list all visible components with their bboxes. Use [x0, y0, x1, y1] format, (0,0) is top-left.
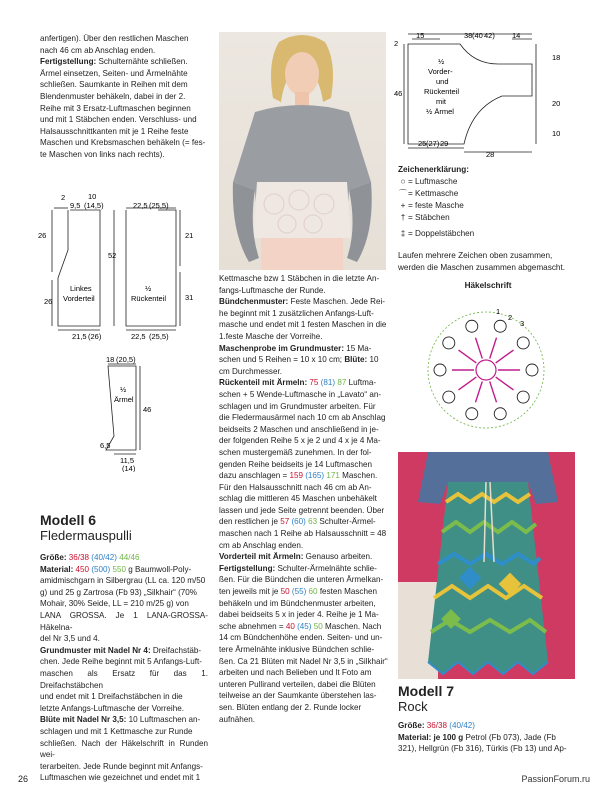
- text-line: Maschen. Nach: [325, 621, 382, 631]
- label-text: ½: [145, 284, 152, 293]
- dim-text: (14): [122, 464, 136, 472]
- text-line: g Baumwoll-Poly-: [128, 564, 192, 574]
- label-fertigstellung: Fertigstellung:: [40, 57, 97, 67]
- sleeve-schematic: [90, 352, 200, 472]
- legend-label: = Doppelstäbchen: [408, 229, 475, 238]
- text-line: letzte Anfangs-Luftmasche der Vorreihe.: [40, 703, 184, 713]
- page-number: 26: [18, 774, 29, 784]
- dim-text: 18: [106, 355, 115, 364]
- text-line: Kettmasche bzw 1 Stäbchen in die letzte An-: [219, 274, 380, 283]
- text-line: Halsausschnittkanten mit je 1 Reihe feste: [40, 126, 189, 136]
- text-line: he beginnt mit 1 zusätzlichen Anfangs-Luft-: [219, 308, 374, 318]
- chart-stitch-mark: [490, 381, 497, 402]
- legend: [398, 164, 578, 292]
- text-line: fangs-Luftmasche der Runde.: [219, 285, 326, 295]
- dim-text: 42): [484, 31, 495, 40]
- dim-text: (26): [88, 332, 102, 341]
- dim-text: 15: [416, 31, 425, 40]
- count-value: 159: [289, 471, 303, 481]
- legend-item: [398, 228, 578, 240]
- count-value: 171: [326, 471, 340, 481]
- watermark: PassionForum.ru: [521, 774, 590, 784]
- text-line: die Fledermausärmel nach 10 cm ab Anschlag: [219, 413, 386, 423]
- text-line: der folgenden Reihe 5 x je 2 und 4 x je 4 Ma-: [219, 436, 381, 446]
- text-line: tere Ärmelnähte inklusive Bündchen schlie-: [219, 645, 375, 654]
- haekelschrift-title: Häkelschrift: [464, 281, 512, 290]
- text-line: schen + 5 Wende-Luftmasche in „Lavato“ an-: [219, 389, 382, 399]
- model7-title: Modell 7: [398, 683, 455, 699]
- count-value: 40: [285, 621, 295, 631]
- text-line: cm ab Anschlag enden.: [219, 540, 304, 550]
- text-line: beidseits 2 Maschen und anschließend in je-: [219, 424, 379, 434]
- text-line: sche abnehmen =: [219, 621, 286, 631]
- chart-stitch-mark: [475, 338, 482, 359]
- legend-item: [398, 188, 578, 200]
- text-line: Petrol (Fb 073), Jade (Fb: [463, 732, 556, 742]
- label-groesse: Größe:: [40, 553, 67, 562]
- text-line: LANA GROSSA. Je 1 LANA-GROSSA-Häkelna-: [40, 610, 208, 632]
- text-line: Schulter-Ärmel-: [319, 517, 376, 527]
- text-line: Dreifachstäb-: [150, 645, 202, 655]
- chart-stitch-mark: [496, 350, 514, 363]
- text-line: behäkeln und im Bündchenmuster arbeiten,: [219, 598, 376, 608]
- label-bluete-inline: Blüte:: [344, 355, 368, 365]
- count-value: 87: [337, 378, 347, 388]
- amount-value: je 100 g: [433, 732, 464, 742]
- chart-stitch-mark: [526, 364, 538, 376]
- model6-subtitle: Fledermauspulli: [40, 528, 132, 543]
- dim-text: (25,5): [149, 332, 169, 341]
- dim-text: 26: [38, 231, 47, 240]
- size-value: (40/42): [91, 553, 117, 562]
- text-line: den restlichen je: [219, 517, 281, 527]
- text-line: Genauso arbeiten.: [303, 552, 373, 562]
- dim-text: (27): [426, 139, 440, 148]
- text-line: schlagen und mit 1 Kettmasche zur Runde: [40, 726, 193, 736]
- text-line: Feste Maschen. Jede Rei-: [288, 297, 385, 307]
- text-line: nach 46 cm ab Anschlag enden.: [40, 45, 156, 55]
- model7-subtitle: Rock: [398, 699, 428, 714]
- dim-text: 18: [552, 53, 561, 62]
- text-line: Schulternähte schließen.: [96, 57, 188, 67]
- chart-stitch-mark: [490, 338, 497, 359]
- text-line: masche und endet mit 1 festen Maschen in die: [219, 320, 387, 330]
- text-line: lassen und jede Seite getrennt beenden. Über: [219, 505, 385, 515]
- legend-label: = Luftmasche: [408, 177, 458, 186]
- dim-text: 10: [88, 192, 97, 201]
- chart-label: 3: [520, 319, 525, 328]
- amount-value: 550: [112, 564, 126, 574]
- count-value: 75: [309, 378, 319, 388]
- dim-text: (40: [472, 31, 483, 40]
- chart-stitch-mark: [443, 337, 455, 349]
- legend-label: = Stäbchen: [408, 213, 450, 222]
- text-line: 321), Hellgrün (Fb 316), Türkis (Fb 13) und Ap-: [398, 744, 567, 754]
- label-text: Linkes: [70, 284, 92, 293]
- dim-text: 21: [185, 231, 194, 240]
- text-line: Blendenmuster behäkeln, dabei in der 2.: [40, 91, 186, 101]
- dim-text: 31: [185, 293, 194, 302]
- dim-text: 22,5: [131, 332, 146, 341]
- dim-text: 22,5: [133, 201, 148, 210]
- photo-fledermauspulli: [219, 32, 386, 270]
- text-line: dazu anschlagen =: [219, 471, 290, 481]
- slip-stitch-icon: ⌒: [398, 189, 408, 198]
- label-fertigstellung-2: Fertigstellung:: [219, 563, 276, 573]
- left-intro-text: [40, 33, 208, 161]
- count-value: 60: [308, 587, 318, 597]
- dim-text: 29: [440, 139, 449, 148]
- text-line: ten jeweils mit je: [219, 587, 281, 597]
- text-line: festen Maschen: [319, 587, 377, 597]
- label-text: Vorder-: [428, 67, 453, 76]
- count-value: (55): [291, 587, 307, 597]
- double-crochet-icon: †: [400, 213, 406, 222]
- text-line: 15 Ma-: [344, 343, 372, 353]
- dim-text: 46: [394, 89, 403, 98]
- dim-text: 46: [143, 405, 152, 414]
- dim-text: 38: [464, 31, 473, 40]
- treble-crochet-icon: ‡: [400, 229, 406, 238]
- middle-text: [219, 273, 389, 725]
- text-line: genden Reihe beidseits je 14 Luftmaschen: [219, 459, 372, 469]
- label-material: Material:: [40, 564, 74, 574]
- size-value: (40/42): [449, 721, 475, 730]
- text-line: amidmischgarn in Silbergrau (LL ca. 120 m/50: [40, 576, 206, 586]
- model7-text: [398, 720, 576, 755]
- size-value: 36/38: [68, 553, 90, 562]
- text-line: Für den Halsausschnitt nach 46 cm ab An-: [219, 482, 372, 492]
- dim-text: 20: [552, 99, 561, 108]
- dim-text: 21,5: [72, 332, 87, 341]
- text-line: unteren Pullirand verteilen, dabei die Blüten: [219, 679, 376, 689]
- label-buendchen: Bündchenmuster:: [219, 297, 289, 307]
- text-line: chen. Jede Reihe beginnt mit 5 Anfangs-Luft-: [40, 657, 202, 667]
- chart-stitch-mark: [458, 377, 476, 390]
- single-crochet-icon: +: [400, 201, 406, 210]
- dim-text: 26: [44, 297, 53, 306]
- text-line: maschen nach 1 Reihe ab Halsausschnitt = 48: [219, 529, 387, 539]
- label-text: Ärmel: [114, 395, 134, 404]
- chart-stitch-mark: [496, 377, 514, 390]
- label-vorderteil: Vorderteil mit Ärmeln:: [219, 552, 304, 562]
- count-value: (165): [305, 471, 325, 481]
- label-text: ½ Ärmel: [426, 107, 454, 116]
- amount-value: 450: [75, 564, 90, 574]
- dim-text: 9,5: [70, 201, 81, 210]
- legend-note: werden die Maschen zusammen abgemascht.: [398, 263, 566, 272]
- label-text: Vorderteil: [63, 294, 95, 303]
- text-line: te Maschen von links nach rechts).: [40, 149, 165, 159]
- chart-stitch-mark: [494, 320, 506, 332]
- dim-text: (25,5): [149, 201, 169, 210]
- chart-stitch-mark: [466, 320, 478, 332]
- bodice-schematic: [394, 30, 574, 158]
- text-line: schlag die mittleren 45 Maschen unbehäkelt: [219, 494, 377, 504]
- dim-text: 52: [108, 251, 117, 260]
- text-line: arbeiten und nach Belieben und lt Foto am: [219, 668, 372, 678]
- text-line: aufnähen.: [219, 714, 256, 724]
- label-text: ½: [120, 385, 127, 394]
- dim-text: 10: [552, 129, 561, 138]
- chart-stitch-mark: [434, 364, 446, 376]
- text-line: Reihe mit 3 Ersatz-Luftmaschen beginnen: [40, 103, 191, 113]
- label-material-7: Material:: [398, 732, 432, 742]
- chart-stitch-mark: [475, 381, 482, 402]
- text-line: terarbeiten. Jede Runde beginnt mit Anfangs-: [40, 761, 203, 771]
- text-line: dabei beidseits 5 x in jeder 4. Reihe je 1 Ma-: [219, 610, 379, 620]
- chart-stitch-mark: [443, 391, 455, 403]
- text-line: sen. Blüten entlang der 2. Runde locker: [219, 702, 362, 712]
- text-line: schen und 5 Reihen = 10 x 10 cm;: [219, 355, 345, 365]
- text-line: Maschen.: [342, 471, 378, 481]
- count-value: 50: [313, 621, 323, 631]
- label-bluete: Blüte mit Nadel Nr 3,5:: [40, 715, 127, 725]
- text-line: teilweise an der Saumkante überstehen las-: [219, 691, 377, 701]
- model6-title: Modell 6: [40, 512, 97, 528]
- text-line: 14 cm Bündchenhöhe enden. Seiten- und un-: [219, 633, 383, 643]
- text-line: cm Durchmesser.: [219, 366, 282, 376]
- count-value: (45): [297, 621, 312, 631]
- dim-text: 11,5: [120, 456, 135, 465]
- legend-label: = feste Masche: [408, 201, 464, 210]
- size-value: 36/38: [426, 721, 448, 730]
- text-line: und endet mit 1 Dreifachstäbchen in die: [40, 692, 183, 702]
- legend-note: Laufen mehrere Zeichen oben zusammen,: [398, 251, 553, 260]
- count-value: 57: [280, 517, 290, 527]
- dim-text: 28: [486, 150, 495, 158]
- legend-item: [398, 200, 578, 212]
- text-line: Luftma-: [348, 378, 377, 388]
- text-line: Schulter-Ärmelnähte schlie-: [275, 563, 377, 573]
- front-back-schematic: [30, 188, 210, 348]
- photo-rock: [398, 452, 575, 679]
- text-line: Luftmaschen wie gezeichnet und endet mit 1: [40, 773, 201, 783]
- chart-label: 2: [508, 313, 513, 322]
- text-line: schließen. Nach der Häkelschrift in Runden wei-: [40, 738, 208, 760]
- text-line: schließen. Saumkante in Reihen mit dem: [40, 80, 188, 90]
- crochet-chart: [418, 300, 554, 440]
- label-grundmuster: Grundmuster mit Nadel Nr 4:: [40, 645, 151, 655]
- dim-text: (20,5): [116, 355, 136, 364]
- count-value: (81): [320, 378, 336, 388]
- label-text: mit: [436, 97, 446, 106]
- dim-text: 25: [418, 139, 427, 148]
- text-line: 10: [367, 355, 379, 365]
- text-line: ßen. Ca 21 Blüten mit Nadel Nr 3,5 in „Silkhair“: [219, 656, 388, 666]
- size-value: 44/46: [119, 553, 140, 562]
- chart-label: 1: [496, 307, 501, 316]
- count-value: (60): [291, 517, 306, 527]
- dim-text: 14: [512, 31, 521, 40]
- label-rueckenteil: Rückenteil mit Ärmeln:: [219, 378, 308, 388]
- label-text: Rückenteil: [131, 294, 167, 303]
- text-line: Maschen und Krebsmaschen behäkeln (= fes-: [40, 138, 206, 148]
- label-text: ½: [438, 57, 445, 66]
- count-value: 50: [280, 587, 290, 597]
- label-groesse-7: Größe:: [398, 721, 425, 730]
- count-value: 63: [308, 517, 318, 527]
- text-line: schen mustergemäß zunehmen. In der fol-: [219, 447, 372, 457]
- text-line: g) und 25 g Zartrosa (Fb 93) „Silkhair“ (70%: [40, 587, 197, 597]
- chart-stitch-mark: [517, 337, 529, 349]
- text-line: 10 Luftmaschen an-: [126, 715, 201, 725]
- text-line: anfertigen). Über den restlichen Maschen: [40, 34, 189, 43]
- text-line: und mit 1 Stäbchen enden. Verschluss- und: [40, 115, 197, 125]
- dim-text: 2: [394, 39, 399, 48]
- text-line: Ärmel einsetzen, Seiten- und Ärmelnähte: [40, 68, 188, 78]
- legend-title: Zeichenerklärung:: [398, 165, 469, 174]
- label-text: und: [436, 77, 449, 86]
- model6-text: [40, 552, 208, 784]
- chain-stitch-icon: ○: [400, 177, 406, 186]
- legend-item: [398, 176, 578, 188]
- text-line: maschen als Ersatz für das 1. Dreifachstäbchen: [40, 668, 208, 690]
- dim-text: 6,5: [100, 441, 111, 450]
- chart-stitch-mark: [458, 350, 476, 363]
- text-line: ßen. Für die Bündchen die unteren Ärmelkan-: [219, 575, 384, 585]
- text-line: del Nr 3,5 und 4.: [40, 634, 100, 644]
- amount-value: (500): [91, 564, 111, 574]
- legend-label: = Kettmasche: [408, 189, 459, 198]
- dim-text: 2: [61, 193, 66, 202]
- text-line: 1.feste Masche der Vorreihe.: [219, 331, 323, 341]
- dim-text: (14,5): [84, 201, 104, 210]
- chart-stitch-mark: [494, 408, 506, 420]
- text-line: Mohair, 30% Seide, LL = 210 m/25 g) von: [40, 599, 189, 609]
- chart-stitch-mark: [466, 408, 478, 420]
- chart-stitch-mark: [517, 391, 529, 403]
- label-maschenprobe: Maschenprobe im Grundmuster:: [219, 343, 345, 353]
- legend-item: [398, 212, 578, 224]
- text-line: schlagen und im Grundmuster arbeiten. Für: [219, 401, 376, 411]
- label-text: Rückenteil: [424, 87, 460, 96]
